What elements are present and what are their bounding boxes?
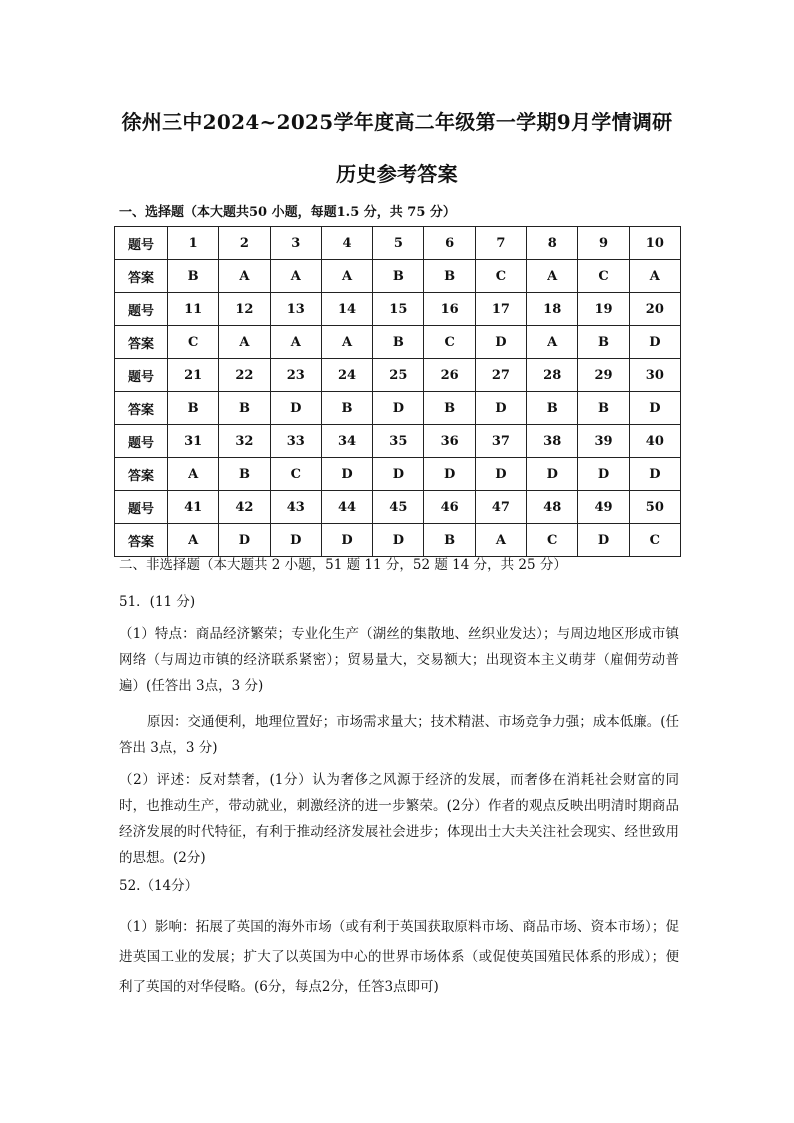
answer-cell: C [578, 260, 629, 293]
question-number-cell: 32 [219, 425, 270, 458]
answer-cell: D [629, 392, 680, 425]
answer-cell: D [270, 524, 321, 557]
question-number-cell: 26 [424, 359, 475, 392]
document-title: 徐州三中2024~2025学年度高二年级第一学期9月学情调研 [121, 110, 673, 134]
question-number-cell: 9 [578, 227, 629, 260]
answer-cell: C [270, 458, 321, 491]
answer-cell: D [578, 524, 629, 557]
answer-cell: D [219, 524, 270, 557]
number-row-label: 题号 [115, 491, 168, 524]
number-row-label: 题号 [115, 293, 168, 326]
question-number-cell: 36 [424, 425, 475, 458]
answer-cell: D [373, 458, 424, 491]
question-number-cell: 25 [373, 359, 424, 392]
answer-cell: B [578, 326, 629, 359]
question-number-cell: 30 [629, 359, 680, 392]
question-number-cell: 29 [578, 359, 629, 392]
question-number-cell: 4 [321, 227, 372, 260]
question-number-cell: 3 [270, 227, 321, 260]
answer-cell: B [424, 524, 475, 557]
answer-cell: B [168, 260, 219, 293]
answer-cell: B [219, 458, 270, 491]
answer-cell: A [219, 326, 270, 359]
question-number-cell: 48 [527, 491, 578, 524]
question-number-cell: 14 [321, 293, 372, 326]
question-number-cell: 6 [424, 227, 475, 260]
answer-cell: D [270, 392, 321, 425]
question-51-heading: 51．(11 分) [119, 594, 196, 610]
question-number-cell: 22 [219, 359, 270, 392]
answer-cell: C [424, 326, 475, 359]
question-number-cell: 11 [168, 293, 219, 326]
answer-cell: D [629, 326, 680, 359]
question-number-cell: 27 [475, 359, 526, 392]
answer-cell: D [424, 458, 475, 491]
answer-cell: B [527, 392, 578, 425]
question-number-cell: 39 [578, 425, 629, 458]
answer-cell: A [168, 524, 219, 557]
question-number-cell: 2 [219, 227, 270, 260]
answer-cell: D [475, 392, 526, 425]
question-51-reasons: 原因：交通便利，地理位置好；市场需求量大；技术精湛、市场竞争力强；成本低廉。(任答出 3点，3 分) [119, 714, 679, 756]
question-52-heading: 52.（14分） [119, 878, 199, 894]
question-number-cell: 5 [373, 227, 424, 260]
number-row-label: 题号 [115, 227, 168, 260]
question-number-cell: 35 [373, 425, 424, 458]
question-number-cell: 24 [321, 359, 372, 392]
answer-cell: B [168, 392, 219, 425]
question-number-cell: 46 [424, 491, 475, 524]
answer-cell: D [475, 458, 526, 491]
answer-cell: A [527, 326, 578, 359]
answer-cell: D [527, 458, 578, 491]
question-number-cell: 18 [527, 293, 578, 326]
answer-cell: B [578, 392, 629, 425]
answer-row-label: 答案 [115, 260, 168, 293]
answer-cell: D [475, 326, 526, 359]
question-number-cell: 17 [475, 293, 526, 326]
answer-row-label: 答案 [115, 392, 168, 425]
question-number-cell: 31 [168, 425, 219, 458]
number-row [115, 293, 681, 326]
answer-cell: C [629, 524, 680, 557]
question-number-cell: 12 [219, 293, 270, 326]
answer-cell: D [321, 524, 372, 557]
answer-cell: B [424, 392, 475, 425]
question-number-cell: 10 [629, 227, 680, 260]
number-row-label: 题号 [115, 359, 168, 392]
answer-row-label: 答案 [115, 458, 168, 491]
question-number-cell: 49 [578, 491, 629, 524]
answer-cell: A [527, 260, 578, 293]
answer-cell: D [373, 392, 424, 425]
answer-cell: D [373, 524, 424, 557]
question-number-cell: 34 [321, 425, 372, 458]
answer-cell: C [475, 260, 526, 293]
number-row [115, 359, 681, 392]
question-number-cell: 45 [373, 491, 424, 524]
answer-table [114, 226, 681, 557]
number-row [115, 491, 681, 524]
answer-cell: A [270, 260, 321, 293]
number-row [115, 425, 681, 458]
section1-heading: 一、选择题（本大题共50 小题，每题1.5 分，共 75 分） [119, 205, 456, 220]
answer-row-label: 答案 [115, 524, 168, 557]
document-subtitle: 历史参考答案 [336, 162, 458, 186]
answer-cell: A [168, 458, 219, 491]
answer-cell: D [629, 458, 680, 491]
answer-cell: B [321, 392, 372, 425]
question-number-cell: 15 [373, 293, 424, 326]
question-number-cell: 1 [168, 227, 219, 260]
answer-cell: A [629, 260, 680, 293]
question-number-cell: 28 [527, 359, 578, 392]
number-row-label: 题号 [115, 425, 168, 458]
question-number-cell: 47 [475, 491, 526, 524]
question-number-cell: 50 [629, 491, 680, 524]
question-number-cell: 44 [321, 491, 372, 524]
question-52-part1: （1）影响：拓展了英国的海外市场（或有利于英国获取原料市场、商品市场、资本市场）；促进英国工业的发展；扩大了以英国为中心的世界市场体系（或促使英国殖民体系的形成）；便利了英国的对华侵略。(6分，每点2分，任答3点即可) [119, 919, 679, 995]
answer-cell: B [373, 260, 424, 293]
answer-row [115, 260, 681, 293]
question-number-cell: 43 [270, 491, 321, 524]
question-number-cell: 20 [629, 293, 680, 326]
question-number-cell: 33 [270, 425, 321, 458]
question-number-cell: 16 [424, 293, 475, 326]
question-number-cell: 37 [475, 425, 526, 458]
answer-cell: B [373, 326, 424, 359]
number-row [115, 227, 681, 260]
answer-cell: D [321, 458, 372, 491]
question-51-part1: （1）特点：商品经济繁荣；专业化生产（湖丝的集散地、丝织业发达）；与周边地区形成市镇网络（与周边市镇的经济联系紧密）；贸易量大，交易额大；出现资本主义萌芽（雇佣劳动普遍）(任答出 3点，3 分) [119, 626, 679, 694]
question-number-cell: 38 [527, 425, 578, 458]
answer-cell: A [219, 260, 270, 293]
question-number-cell: 42 [219, 491, 270, 524]
answer-cell: B [219, 392, 270, 425]
answer-row-label: 答案 [115, 326, 168, 359]
answer-row [115, 458, 681, 491]
question-51-part2: （2）评述：反对禁奢，(1分）认为奢侈之风源于经济的发展，而奢侈在消耗社会财富的同时，也推动生产，带动就业，刺激经济的进一步繁荣。(2分）作者的观点反映出明清时期商品经济发展的时代特征，有利于推动经济发展社会进步；体现出士大夫关注社会现实、经世致用的思想。(2分) [119, 772, 679, 866]
question-number-cell: 40 [629, 425, 680, 458]
answer-cell: A [270, 326, 321, 359]
answer-cell: D [578, 458, 629, 491]
answer-cell: A [321, 326, 372, 359]
section2-heading: 二、非选择题（本大题共 2 小题，51 题 11 分，52 题 14 分，共 25 分） [119, 557, 567, 573]
question-number-cell: 19 [578, 293, 629, 326]
answer-cell: B [424, 260, 475, 293]
question-number-cell: 23 [270, 359, 321, 392]
question-number-cell: 41 [168, 491, 219, 524]
answer-cell: C [527, 524, 578, 557]
answer-cell: C [168, 326, 219, 359]
answer-cell: A [321, 260, 372, 293]
question-number-cell: 8 [527, 227, 578, 260]
answer-cell: A [475, 524, 526, 557]
answer-row [115, 326, 681, 359]
answer-row [115, 392, 681, 425]
question-number-cell: 21 [168, 359, 219, 392]
question-number-cell: 13 [270, 293, 321, 326]
question-number-cell: 7 [475, 227, 526, 260]
